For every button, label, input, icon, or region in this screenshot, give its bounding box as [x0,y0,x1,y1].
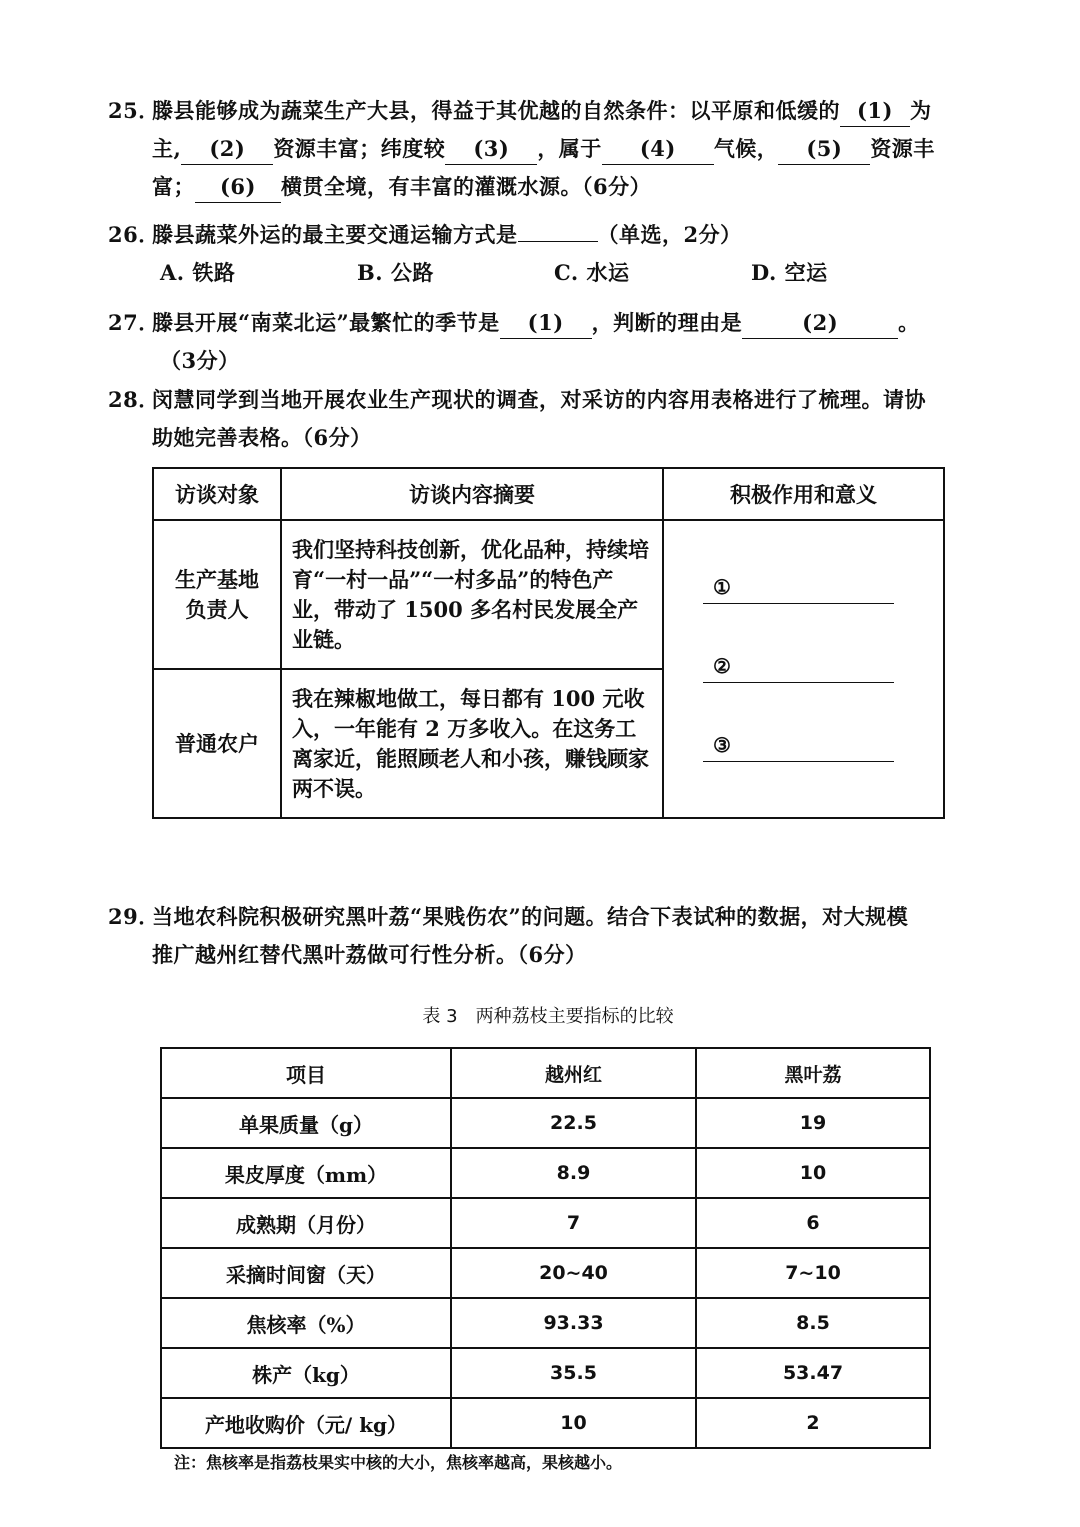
table-caption: 表 3 两种荔枝主要指标的比较 [422,1006,674,1027]
answer-blank[interactable]: (2) [742,308,898,339]
choice-d[interactable]: D. 空运 [751,260,828,285]
choice-list [108,254,1008,292]
table-header: 访谈对象 [153,468,281,520]
question-number: 25． [108,98,160,123]
choice-c[interactable]: C. 水运 [554,260,630,285]
question-number: 26． [108,222,160,247]
answer-line-1[interactable]: ① [703,571,894,604]
interview-table [152,467,945,819]
answer-blank[interactable] [518,241,598,242]
question-number: 28． [108,387,160,412]
table-row: 成熟期（月份） 7 6 [161,1198,930,1248]
table-row: 采摘时间窗（天） 20~40 7~10 [161,1248,930,1298]
interview-summary: 我在辣椒地做工，每日都有 100 元收入，一年能有 2 万多收入。在这务工离家近，能照顾老人和小孩，赚钱顾家两不误。 [281,669,663,818]
answer-blank[interactable]: (3) [445,134,537,165]
comparison-table [160,1047,931,1449]
answer-blank[interactable]: (4) [602,134,714,165]
table-row: 焦核率（%） 93.33 8.5 [161,1298,930,1348]
table-header: 越州红 [451,1048,696,1098]
interviewee: 普通农户 [153,669,281,818]
table-row: 果皮厚度（mm） 8.9 10 [161,1148,930,1198]
question-29: 29．当地农科院积极研究黑叶荔“果贱伤农”的问题。结合下表试种的数据，对大规模 推广越州红替代黑叶荔做可行性分析。（6分） [108,898,1008,974]
answer-line-2[interactable]: ② [703,650,894,683]
question-27: 27．滕县开展“南菜北运”最繁忙的季节是 (1) ，判断的理由是 (2) 。 （3分） [108,304,1008,380]
table-note: 注：焦核率是指荔枝果实中核的大小，焦核率越高，果核越小。 [174,1453,623,1472]
answer-blank[interactable]: (1) [500,308,592,339]
answer-blank[interactable]: (2) [181,134,273,165]
question-25: 25．滕县能够成为蔬菜生产大县，得益于其优越的自然条件：以平原和低缓的 (1) 为 主, (2) 资源丰富；纬度较 (3) ，属于 (4) 气候， (5) 资源丰 富； (6) 横贯全境，有丰富的灌溉水源。（6分） [108,92,1008,206]
question-26: 26．滕县蔬菜外运的最主要交通运输方式是 （单选，2分） A. 铁路 B. 公路 C. 水运 D. 空运 [108,216,1008,292]
table-row: 单果质量（g） 22.5 19 [161,1098,930,1148]
choice-a[interactable]: A. 铁路 [160,260,236,285]
answer-blank[interactable]: (5) [778,134,870,165]
table-header: 黑叶荔 [696,1048,930,1098]
interviewee: 生产基地负责人 [153,520,281,669]
question-28: 28．闵慧同学到当地开展农业生产现状的调查，对采访的内容用表格进行了梳理。请协 助她完善表格。（6分） [108,381,1008,457]
table-header: 积极作用和意义 [663,468,944,520]
answer-cell [663,520,944,818]
question-number: 27． [108,310,160,335]
table-row: 株产（kg） 35.5 53.47 [161,1348,930,1398]
table-row: 产地收购价（元/ kg） 10 2 [161,1398,930,1448]
interview-summary: 我们坚持科技创新，优化品种，持续培育“一村一品”“一村多品”的特色产业，带动了 1500 多名村民发展全产业链。 [281,520,663,669]
table-header: 访谈内容摘要 [281,468,663,520]
choice-b[interactable]: B. 公路 [357,260,434,285]
question-number: 29． [108,904,160,929]
answer-blank[interactable]: (6) [195,172,281,203]
answer-blank[interactable]: (1) [840,96,910,127]
answer-line-3[interactable]: ③ [703,729,894,762]
table-header: 项目 [161,1048,451,1098]
